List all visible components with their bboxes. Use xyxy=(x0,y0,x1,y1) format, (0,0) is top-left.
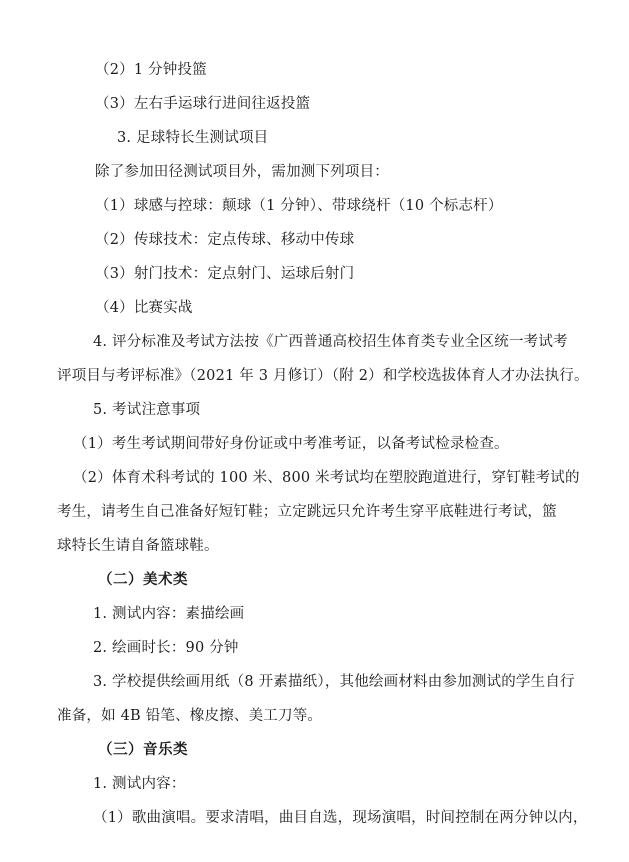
paragraph-line: （2）体育术科考试的 100 米、800 米考试均在塑胶跑道进行，穿钉鞋考试的 xyxy=(73,470,580,486)
section-heading: 3. 足球特长生测试项目 xyxy=(117,130,269,146)
paragraph-line: 球特长生请自备篮球鞋。 xyxy=(57,538,219,554)
paragraph-line: 1. 测试内容：素描绘画 xyxy=(93,606,245,622)
paragraph-line: （1）球感与控球：颠球（1 分钟）、带球绕杆（10 个标志杆） xyxy=(95,198,503,214)
paragraph-line: （2）1 分钟投篮 xyxy=(95,62,207,78)
paragraph-line: （3）左右手运球行进间往返投篮 xyxy=(95,96,311,112)
paragraph-line: 准备，如 4B 铅笔、橡皮擦、美工刀等。 xyxy=(57,708,323,724)
paragraph-line: 4. 评分标准及考试方法按《广西普通高校招生体育类专业全区统一考试考 xyxy=(93,334,568,350)
paragraph-line: 考生，请考生自己准备好短钉鞋；立定跳远只允许考生穿平底鞋进行考试，篮 xyxy=(57,504,557,520)
category-heading: （二）美术类 xyxy=(98,572,188,588)
paragraph-line: 3. 学校提供绘画用纸（8 开素描纸），其他绘画材料由参加测试的学生自行 xyxy=(93,674,575,690)
paragraph-line: 1. 测试内容： xyxy=(93,776,186,792)
paragraph-line: （4）比赛实战 xyxy=(95,300,193,316)
paragraph-line: 除了参加田径测试项目外，需加测下列项目： xyxy=(95,164,389,180)
paragraph-line: （1）考生考试期间带好身份证或中考准考证，以备考试检录检查。 xyxy=(73,436,509,452)
paragraph-line: （1）歌曲演唱。要求清唱，曲目自选，现场演唱，时间控制在两分钟以内， xyxy=(93,810,588,826)
paragraph-line: 评项目与考评标准》（2021 年 3 月修订）（附 2）和学校选拔体育人才办法执行。 xyxy=(57,368,589,384)
paragraph-line: （3）射门技术：定点射门、运球后射门 xyxy=(95,266,355,282)
paragraph-line: （2）传球技术：定点传球、移动中传球 xyxy=(95,232,355,248)
paragraph-line: 2. 绘画时长：90 分钟 xyxy=(93,640,239,656)
section-heading: 5. 考试注意事项 xyxy=(93,402,201,418)
category-heading: （三）音乐类 xyxy=(98,742,188,758)
